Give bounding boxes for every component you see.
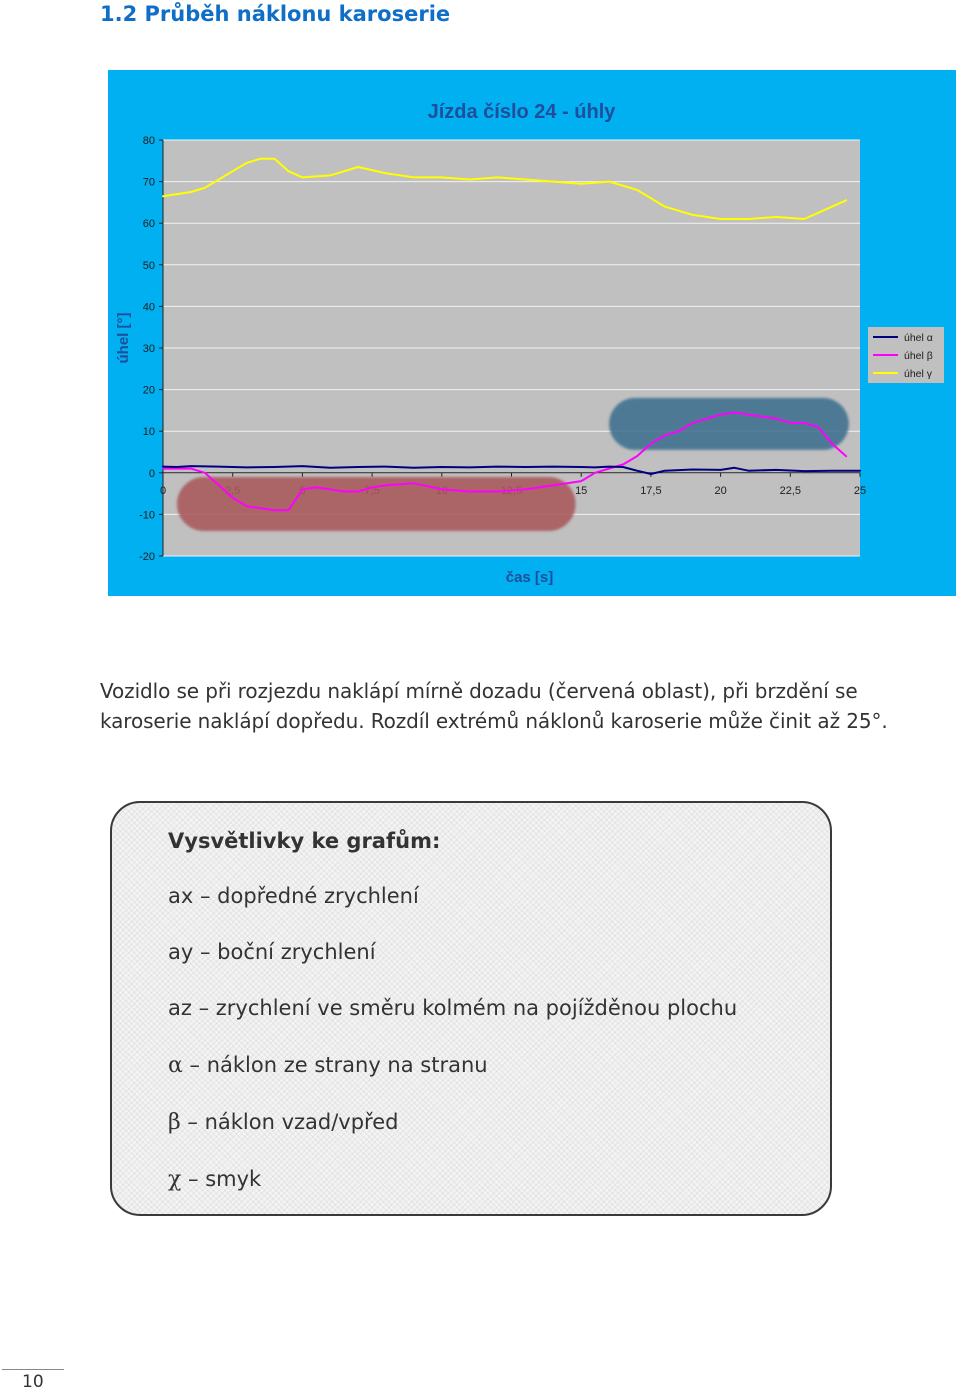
x-tick-label: 15 bbox=[575, 484, 588, 497]
y-tick-label: 70 bbox=[142, 176, 155, 189]
y-tick-label: 0 bbox=[148, 467, 155, 480]
x-tick-label: 22,5 bbox=[779, 484, 802, 497]
explanation-symbol: χ bbox=[168, 1167, 182, 1192]
explanation-text: – dopředné zrychlení bbox=[193, 884, 419, 908]
angle-chart bbox=[108, 70, 956, 596]
x-tick-label: 25 bbox=[853, 484, 867, 497]
description-paragraph bbox=[100, 676, 960, 736]
explanations-box bbox=[110, 801, 832, 1216]
explanation-symbol: ay bbox=[168, 940, 194, 964]
y-tick-label: 80 bbox=[142, 135, 155, 147]
legend-label: úhel γ bbox=[904, 368, 933, 380]
y-tick-label: 20 bbox=[142, 384, 155, 397]
legend-label: úhel β bbox=[904, 350, 933, 362]
x-tick-label: 17,5 bbox=[640, 484, 662, 497]
y-tick-label: 30 bbox=[142, 343, 155, 355]
explanation-symbol: ax bbox=[168, 884, 194, 908]
explanation-item-alpha bbox=[168, 1053, 488, 1078]
x-tick-label: 20 bbox=[714, 484, 727, 497]
explanation-text: – náklon vzad/vpřed bbox=[180, 1110, 399, 1134]
section-heading: 1.2 Průběh náklonu karoserie bbox=[100, 2, 451, 26]
footer-rule bbox=[2, 1369, 64, 1370]
y-axis-label: úhel [°] bbox=[115, 312, 132, 364]
explanation-text: – náklon ze strany na stranu bbox=[182, 1053, 488, 1077]
explanation-text: – boční zrychlení bbox=[193, 940, 376, 964]
explanation-text: – smyk bbox=[181, 1167, 262, 1191]
paragraph-line-2: karoserie naklápí dopředu. Rozdíl extrémů náklonů karoserie může činit až 25°. bbox=[100, 709, 888, 733]
y-tick-label: -10 bbox=[139, 509, 155, 522]
y-tick-label: 40 bbox=[142, 301, 155, 314]
x-axis-label: čas [s] bbox=[505, 569, 554, 586]
y-tick-label: 60 bbox=[142, 218, 155, 231]
x-tick-label: 0 bbox=[159, 484, 167, 497]
paragraph-line-1: Vozidlo se při rozjezdu naklápí mírně dozadu (červená oblast), při brzdění se bbox=[100, 679, 858, 703]
explanation-item-beta bbox=[168, 1110, 398, 1135]
explanation-symbol: α bbox=[168, 1053, 183, 1078]
angle-chart-svg bbox=[108, 70, 956, 596]
chart-title: Jízda číslo 24 - úhly bbox=[427, 101, 616, 123]
explanation-item-chi bbox=[168, 1167, 261, 1192]
explanation-item-ay bbox=[168, 940, 376, 964]
y-tick-label: 10 bbox=[142, 426, 155, 439]
explanation-item-az bbox=[168, 996, 737, 1020]
explanation-symbol: az bbox=[168, 996, 192, 1020]
explanation-text: – zrychlení ve směru kolmém na pojížděnou plochu bbox=[191, 996, 738, 1020]
explanation-item-ax bbox=[168, 884, 419, 908]
y-tick-label: 50 bbox=[142, 259, 155, 272]
highlight-blue bbox=[609, 398, 849, 450]
explanations-title: Vysvětlivky ke grafům: bbox=[168, 829, 441, 853]
legend-label: úhel α bbox=[904, 332, 933, 344]
page-number: 10 bbox=[22, 1372, 44, 1392]
explanation-symbol: β bbox=[168, 1110, 181, 1135]
y-tick-label: -20 bbox=[139, 551, 155, 563]
highlight-red bbox=[177, 477, 576, 531]
